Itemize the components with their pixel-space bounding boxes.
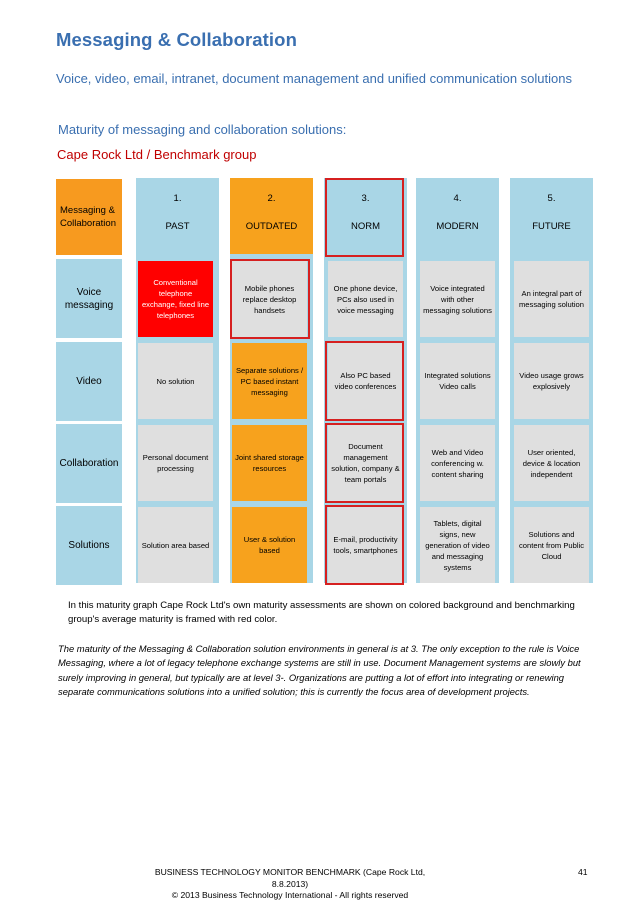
table-cell: Conventional telephone exchange, fixed line telephones bbox=[138, 261, 213, 337]
benchmark-frame-collaboration bbox=[325, 423, 404, 503]
page-footer bbox=[140, 867, 440, 902]
row-label-video: Video bbox=[56, 342, 122, 421]
column-header-outdated: 2. OUTDATED bbox=[245, 193, 298, 232]
table-cell: Also PC based video conferences bbox=[328, 343, 403, 419]
table-cell: Document management solution, company & team portals bbox=[328, 425, 403, 501]
column-header-modern: 4. MODERN bbox=[436, 193, 479, 232]
benchmark-frame-solutions bbox=[325, 505, 404, 585]
page-title: Messaging & Collaboration bbox=[56, 29, 297, 50]
table-cell: One phone device, PCs also used in voice messaging bbox=[328, 261, 403, 337]
section-subheading: Maturity of messaging and collaboration solutions: bbox=[58, 122, 347, 137]
figure-caption: In this maturity graph Cape Rock Ltd's own maturity assessments are shown on colored background and benchmarking group's average maturity is framed with red color. bbox=[68, 600, 575, 625]
subtitle: Voice, video, email, intranet, document management and unified communication solutions bbox=[56, 71, 572, 86]
table-cell: Separate solutions / PC based instant messaging bbox=[232, 343, 307, 419]
table-cell: Video usage grows explosively bbox=[514, 343, 589, 419]
table-cell: Solutions and content from Public Cloud bbox=[514, 507, 589, 583]
column-header-norm: 3. NORM bbox=[350, 193, 381, 232]
company-label: Cape Rock Ltd / Benchmark group bbox=[57, 147, 257, 162]
table-cell: Joint shared storage resources bbox=[232, 425, 307, 501]
table-cell: Voice integrated with other messaging solutions bbox=[420, 261, 495, 337]
table-cell: No solution bbox=[138, 343, 213, 419]
table-cell: Mobile phones replace desktop handsets bbox=[232, 261, 307, 337]
table-header-label: Messaging & Collaboration bbox=[56, 179, 122, 255]
table-cell: An integral part of messaging solution bbox=[514, 261, 589, 337]
page-number: 41 bbox=[578, 867, 588, 877]
table-cell: User oriented, device & location independent bbox=[514, 425, 589, 501]
column-header-future: 5. FUTURE bbox=[532, 193, 571, 232]
table-cell: E-mail, productivity tools, smartphones bbox=[328, 507, 403, 583]
table-cell: User & solution based bbox=[232, 507, 307, 583]
table-cell: Tablets, digital signs, new generation of video and messaging systems bbox=[420, 507, 495, 583]
table-cell: Personal document processing bbox=[138, 425, 213, 501]
body-paragraph: The maturity of the Messaging & Collaboration solution environments in general is at 3. The only exception to the rule is Voice Messaging, where a lot of legacy telephone exchange systems are still in use. Document Management systems are slowly but surely improving in general, but typically are at level 3-. Organizations are putting a lot of effort into integrating or renewing separate communications solutions into a unified solution; this is currently the focus area of development projects. bbox=[58, 643, 581, 698]
footer-line-1: BUSINESS TECHNOLOGY MONITOR BENCHMARK (Cape Rock Ltd, 8.8.2013) bbox=[154, 867, 426, 889]
table-cell: Integrated solutions Video calls bbox=[420, 343, 495, 419]
column-header-past: 1. PAST bbox=[165, 193, 190, 232]
benchmark-frame-video bbox=[325, 341, 404, 421]
row-label-solutions: Solutions bbox=[56, 506, 122, 585]
benchmark-frame-header bbox=[325, 178, 404, 257]
row-label-voice: Voice messaging bbox=[56, 259, 122, 338]
footer-line-2: © 2013 Business Technology International - All rights reserved bbox=[171, 890, 409, 900]
table-cell: Solution area based bbox=[138, 507, 213, 583]
row-label-collaboration: Collaboration bbox=[56, 424, 122, 503]
table-cell: Web and Video conferencing w. content sharing bbox=[420, 425, 495, 501]
benchmark-frame-voice bbox=[230, 259, 310, 339]
